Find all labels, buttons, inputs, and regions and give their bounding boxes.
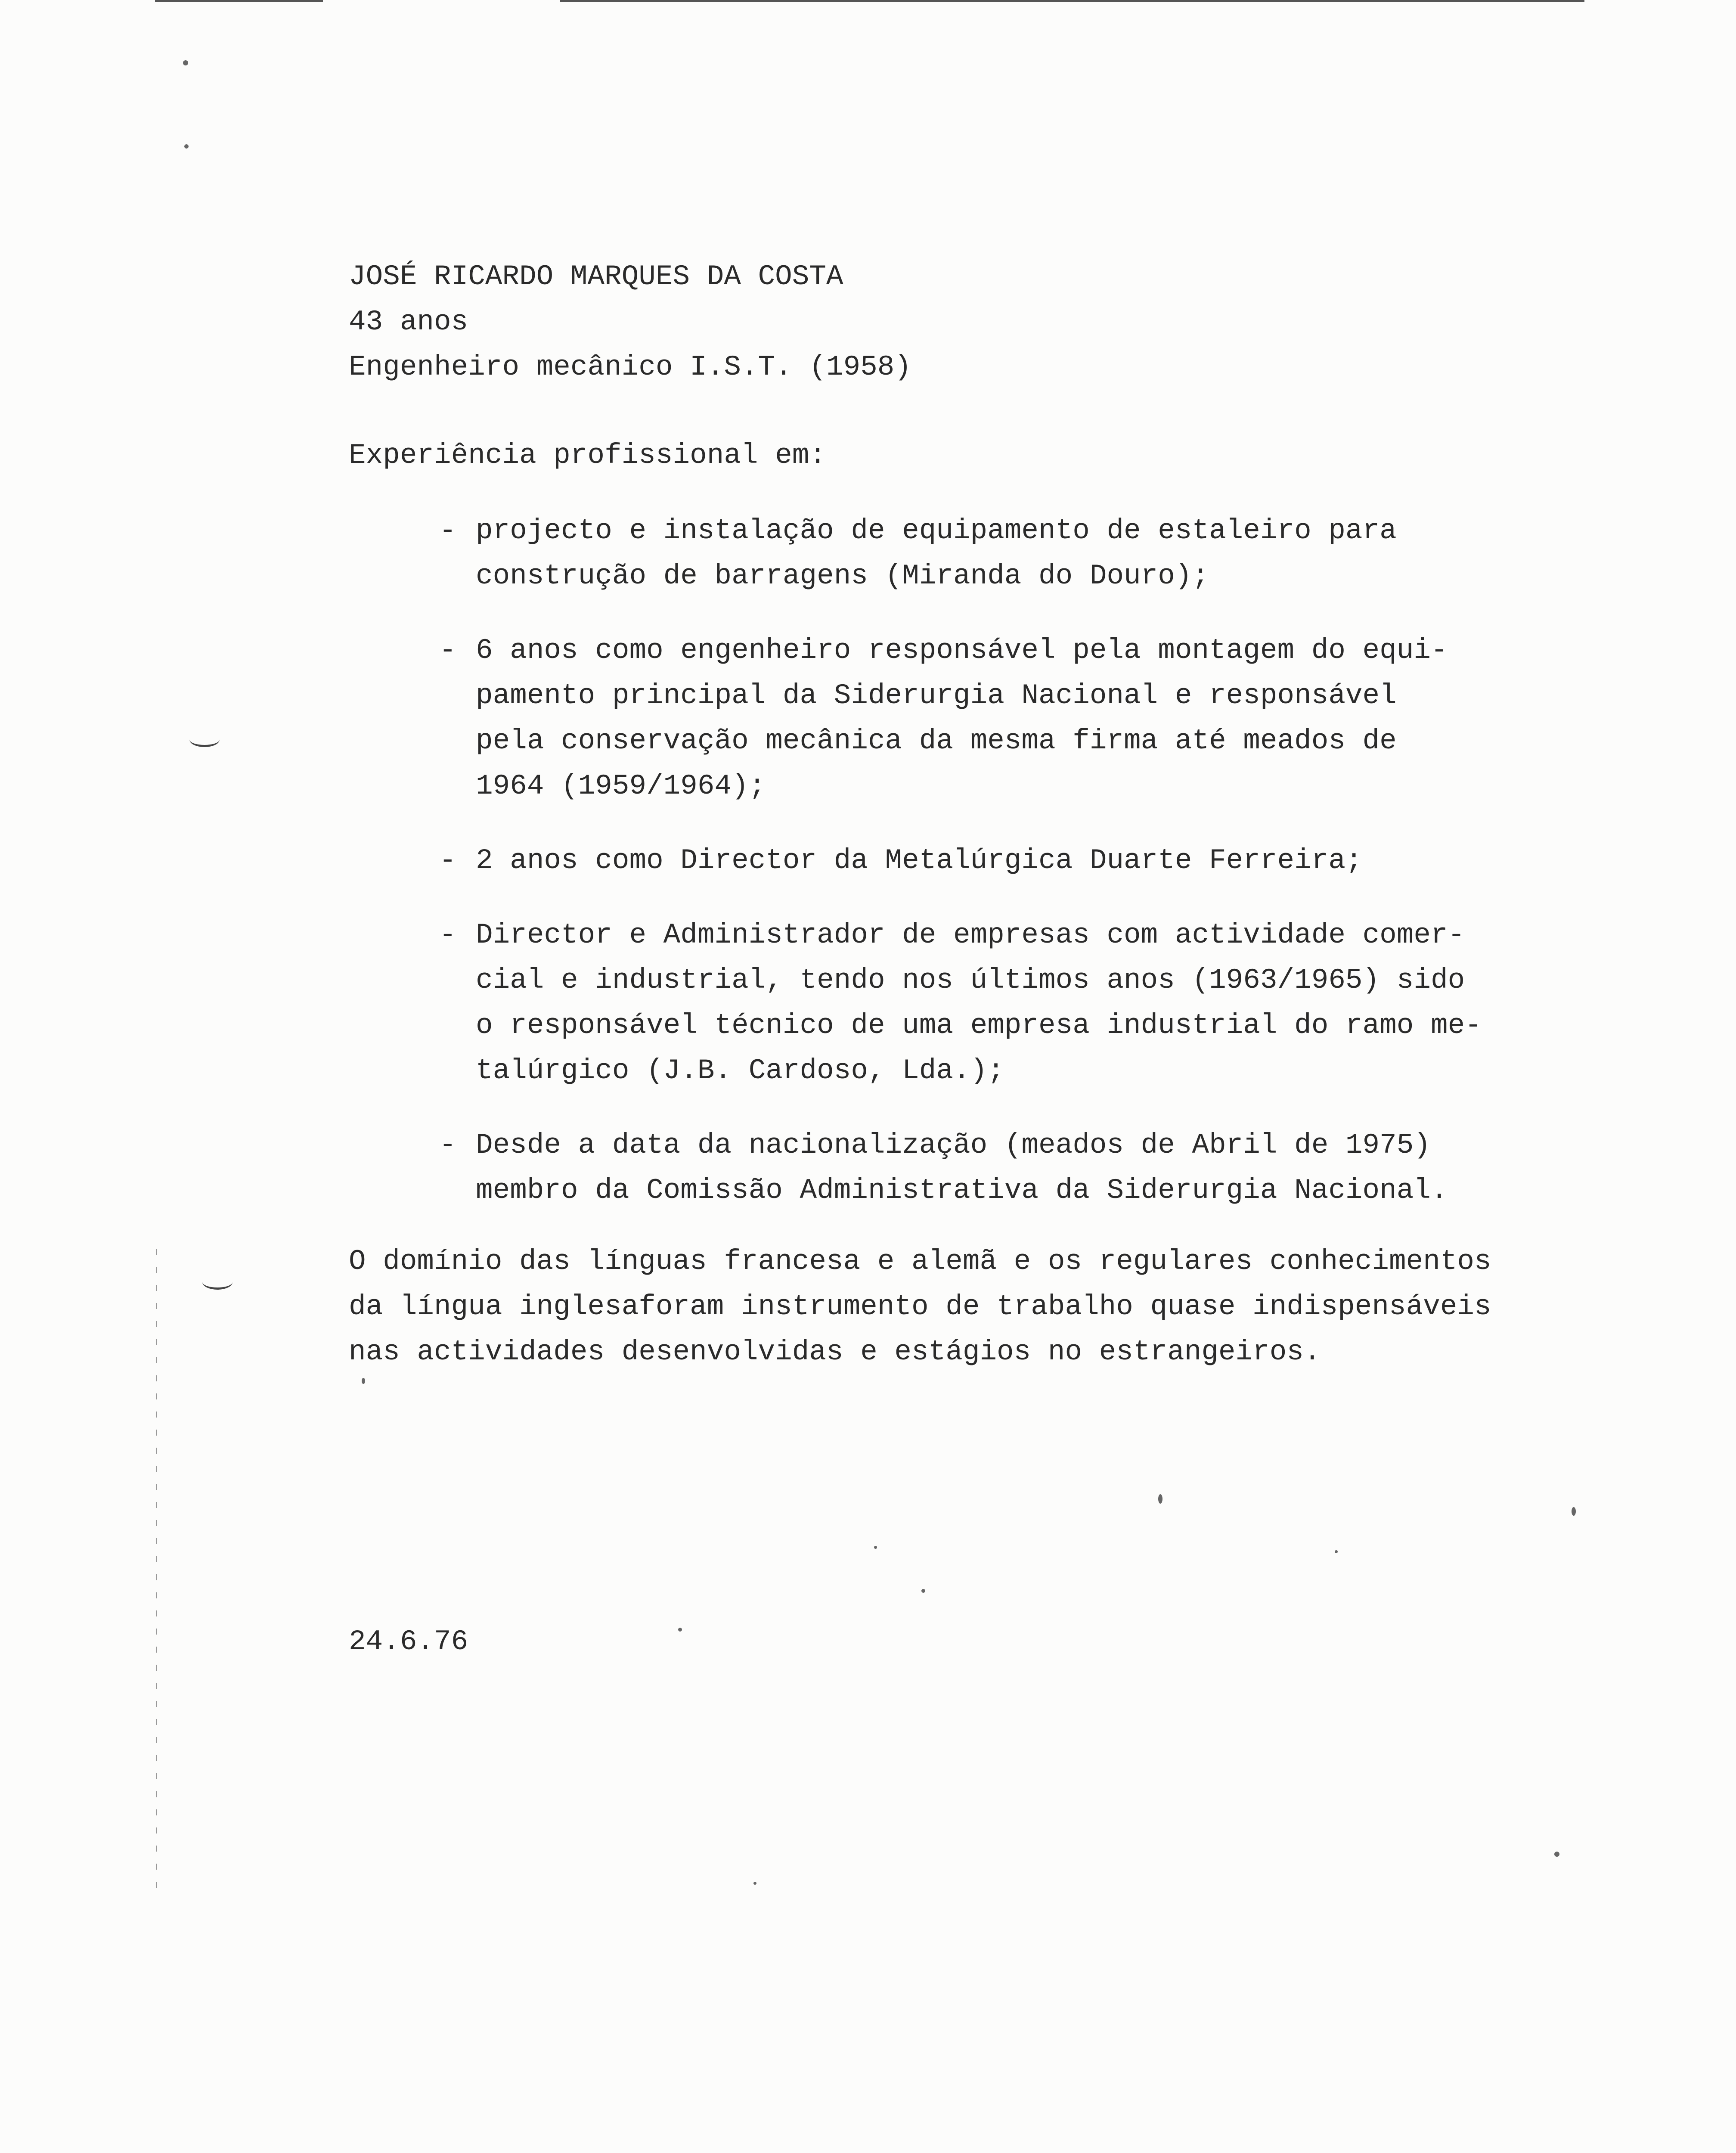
closing-line: nas actividades desenvolvidas e estágios no estrangeiros. — [349, 1336, 1321, 1368]
scan-artifact — [156, 1249, 157, 1895]
experience-line: talúrgico (J.B. Cardoso, Lda.); — [476, 1055, 1004, 1087]
experience-line: 2 anos como Director da Metalúrgica Duarte Ferreira; — [476, 844, 1363, 877]
experience-item — [349, 912, 1597, 1093]
experience-line: 6 anos como engenheiro responsável pela montagem do equi- — [476, 634, 1448, 667]
bullet-dash: - — [439, 844, 456, 877]
experience-line: o responsável técnico de uma empresa industrial do ramo me- — [476, 1009, 1482, 1042]
scan-speck — [184, 144, 189, 149]
experience-item — [349, 1123, 1597, 1213]
bullet-dash: - — [439, 919, 456, 951]
scan-speck — [1572, 1507, 1576, 1516]
scan-speck — [678, 1628, 682, 1632]
scan-speck — [183, 60, 188, 65]
person-age: 43 anos — [349, 306, 468, 338]
bullet-dash: - — [439, 634, 456, 667]
experience-line: construção de barragens (Miranda do Douro); — [476, 560, 1209, 592]
bullet-dash: - — [439, 1129, 456, 1161]
experience-line: membro da Comissão Administrativa da Siderurgia Nacional. — [476, 1174, 1448, 1207]
scan-artifact — [202, 1275, 232, 1290]
scan-speck — [753, 1882, 756, 1885]
person-name: JOSÉ RICARDO MARQUES DA COSTA — [349, 261, 843, 293]
person-degree: Engenheiro mecânico I.S.T. (1958) — [349, 351, 912, 383]
experience-line: pela conservação mecânica da mesma firma até meados de — [476, 725, 1397, 757]
scan-speck — [362, 1378, 365, 1384]
languages-paragraph — [349, 1239, 1597, 1374]
experience-item — [349, 508, 1597, 599]
closing-line: da língua inglesaforam instrumento de trabalho quase indispensáveis — [349, 1291, 1491, 1323]
scan-artifact — [189, 732, 220, 747]
experience-line: pamento principal da Siderurgia Nacional e responsável — [476, 679, 1397, 712]
experience-line: Director e Administrador de empresas com actividade comer- — [476, 919, 1465, 951]
scan-speck — [1158, 1494, 1162, 1504]
experience-item — [349, 838, 1597, 883]
top-edge-rule — [155, 0, 323, 2]
experience-heading: Experiência profissional em: — [349, 439, 826, 472]
closing-line: O domínio das línguas francesa e alemã e os regulares conhecimentos — [349, 1245, 1491, 1278]
scan-speck — [1335, 1550, 1338, 1553]
experience-item — [349, 628, 1597, 809]
experience-line: projecto e instalação de equipamento de estaleiro para — [476, 515, 1397, 547]
scan-speck — [874, 1546, 877, 1549]
top-edge-rule — [560, 0, 1584, 2]
experience-line: cial e industrial, tendo nos últimos anos (1963/1965) sido — [476, 964, 1465, 996]
experience-line: Desde a data da nacionalização (meados de Abril de 1975) — [476, 1129, 1431, 1161]
experience-line: 1964 (1959/1964); — [476, 770, 766, 802]
scan-speck — [921, 1589, 925, 1593]
scan-speck — [1554, 1852, 1559, 1857]
document-date: 24.6.76 — [349, 1626, 468, 1658]
bullet-dash: - — [439, 515, 456, 547]
document-body — [349, 254, 1597, 1374]
